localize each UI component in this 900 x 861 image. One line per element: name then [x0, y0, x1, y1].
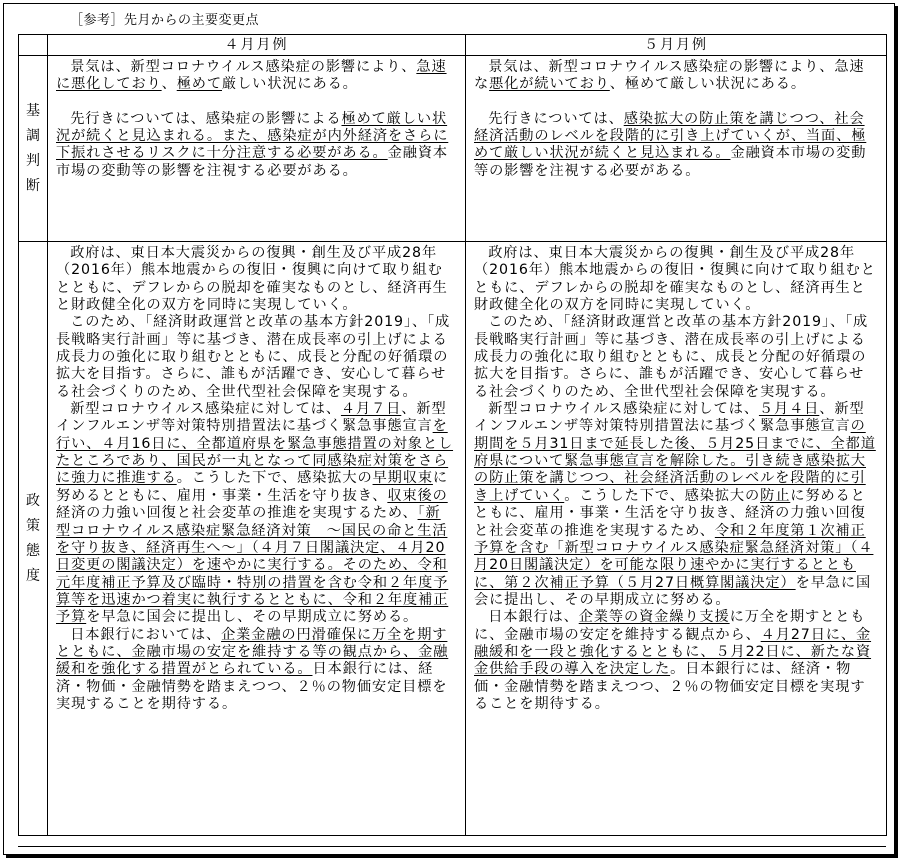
may-kicho-cell	[466, 56, 887, 242]
text-segment: 新型コロナウイルス感染症に対しては、	[70, 401, 341, 418]
comparison-table	[18, 34, 887, 836]
text-segment: 。こうした下で、感染拡大の	[564, 487, 761, 504]
text-segment: 、極めて厳しい状況にある。	[609, 76, 806, 93]
changed-text: ５月４日	[758, 401, 820, 418]
text-segment: 、	[161, 76, 177, 93]
row-kicho	[19, 56, 887, 242]
may-seisaku-p4	[474, 609, 876, 713]
text-segment: 日本銀行には、経済・物価・金融情勢を踏まえつつ、２％の物価安定目標を実現することを期待する。	[56, 661, 448, 712]
text-segment: 金融資本市場の変動等の影響を注視する必要がある。	[56, 145, 449, 179]
bottom-rule	[18, 846, 886, 850]
may-seisaku-p1	[474, 245, 876, 314]
text-segment: 。日本銀行には、経済・物価・金融情勢を踏まえつつ、２％の物価安定目標を実現することを期待する。	[474, 661, 866, 712]
text-segment: 景気は、新型コロナウイルス感染症の影響により、急速な	[474, 59, 865, 93]
text-segment: を早急に国会に提出し、その早期成立に努める。	[86, 609, 419, 626]
text-segment: このため、「経済財政運営と改革の基本方針2019」、「成長戦略実行計画」等に基づき、潜在成長率の引上げによる成長力の強化に取り組むとともに、成長と分配の好循環の拡大を目指す。さらに、誰もが活躍でき、安心して暮らせる社会づくりのため、全世代型社会保障を実現する。	[474, 314, 869, 400]
changed-text: ４月７日	[340, 401, 402, 418]
changed-text: 急速に悪化しており	[56, 59, 447, 93]
text-segment: 厳しい状況にある。	[221, 76, 358, 93]
text-segment: 。こうした下で、感染拡大の	[176, 470, 373, 487]
row-label-kicho-text: 基 調 判 断	[26, 102, 40, 194]
corner-cell	[19, 35, 48, 56]
text-segment: に努めるとともに、雇用・事業・生活を守り抜き、	[56, 470, 449, 504]
text-segment: に努めるとともに、雇用・事業・生活を守り抜き、経済の力強い回復と社会変革の推進を実現するため、	[474, 487, 866, 539]
april-kicho-cell	[48, 56, 466, 242]
may-seisaku-p2	[474, 314, 876, 401]
changed-text: を行い、４月16日に、全都道府県を緊急事態措置の対象としたところであり、国民が一丸となって同感染症対策をさらに強力に推進する	[56, 418, 454, 487]
april-seisaku-p4	[56, 627, 455, 714]
header-may: ５月月例	[466, 35, 887, 56]
row-label-seisaku-text: 政 策 態 度	[26, 492, 40, 584]
text-segment: 新型コロナウイルス感染症に対しては、	[488, 401, 759, 418]
changed-text: 収束後の	[387, 487, 448, 504]
april-seisaku-p2	[56, 314, 455, 401]
text-segment: 政府は、東日本大震災からの復興・創生及び平成28年（2016年）熊本地震からの復旧・復興に向けて取り組むとともに、デフレからの脱却を確実なものとし、経済再生と財政健全化の双方を同時に実現していく。	[474, 245, 876, 314]
changed-text: 悪化が続いており	[489, 76, 610, 93]
changed-text: 極めて	[176, 76, 222, 93]
text-segment: 、新型インフルエンザ等対策特別措置法に基づく緊急事態宣言	[474, 401, 865, 435]
changed-text: 「新型コロナウイルス感染症緊急経済対策 ～国民の命と生活を守り抜き、経済再生へ～」（４月７日閣議決定、４月20日変更の閣議決定）を速やかに実行する。そのため、令和元年度補正予算及び臨時・特別の措置を含む令和２年度予算等を迅速かつ着実に執行するとともに、令和２年度補正予算	[56, 505, 449, 626]
text-segment: 日本銀行は、	[488, 609, 579, 626]
april-seisaku-p3	[56, 401, 455, 626]
april-kicho-p2	[56, 111, 455, 180]
changed-text: 企業金融の円滑確保に万全を期すとともに、金融市場の安定を維持する等の観点から、金融緩和を強化する措置がとられている。	[56, 626, 449, 678]
reference-note: ［参考］先月からの主要変更点	[70, 13, 260, 28]
text-segment: 先行きについては、感染症の影響による	[70, 110, 342, 127]
text-segment: このため、「経済財政運営と改革の基本方針2019」、「成長戦略実行計画」等に基づき、潜在成長率の引上げによる成長力の強化に取り組むとともに、成長と分配の好循環の拡大を目指す。さらに、誰もが活躍でき、安心して暮らせる社会づくりのため、全世代型社会保障を実現する。	[56, 314, 451, 400]
april-seisaku-p1	[56, 245, 455, 314]
changed-text: 極めて厳しい状況が続くと見込まれる。また、感染症が内外経済をさらに下振れさせるリスクに十分注意する必要がある。	[56, 110, 449, 162]
row-label-seisaku	[19, 242, 48, 836]
row-seisaku	[19, 242, 887, 836]
text-segment: 景気は、新型コロナウイルス感染症の影響により、	[70, 59, 417, 75]
may-seisaku-p3	[474, 401, 876, 609]
header-april: ４月月例	[48, 35, 466, 56]
text-segment: 経済の力強い回復と社会変革の推進を実現するため、	[56, 505, 418, 522]
changed-text: ４月27日に、金融緩和を一段と強化するとともに、５月22日に、新たな資金供給手段の導入を決定した	[474, 626, 872, 678]
changed-text: 防止	[760, 487, 791, 504]
april-seisaku-cell	[48, 242, 466, 836]
text-segment: に万全を期すとともに、金融市場の安定を維持する観点から、	[474, 609, 866, 643]
text-segment: 先行きについては、	[488, 110, 624, 127]
may-kicho-p2	[474, 111, 876, 180]
changed-text: 令和２年度第１次補正予算を含む「新型コロナウイルス感染症緊急経済対策」（４月20日閣議決定）を可能な限り速やかに実行するとともに、第２次補正予算（５月27日概算閣議決定）	[474, 522, 874, 591]
text-segment: を早急に国会に提出し、その早期成立に努める。	[474, 574, 872, 608]
row-label-kicho	[19, 56, 48, 242]
text-segment: 、新型インフルエンザ等対策特別措置法に基づく緊急事態宣言	[56, 401, 447, 435]
changed-text: 企業等の資金繰り支援	[578, 609, 730, 626]
header-row	[19, 35, 887, 56]
changed-text: の期間を５月31日まで延長した後、５月25日までに、全都道府県について緊急事態宣言を解除した。引き続き感染拡大の防止策を講じつつ、社会経済活動のレベルを段階的に引き上げていく	[474, 418, 876, 504]
april-kicho-p1	[56, 59, 455, 94]
changed-text: 早期収束	[372, 470, 433, 487]
text-segment: 政府は、東日本大震災からの復興・創生及び平成28年（2016年）熊本地震からの復旧・復興に向けて取り組むとともに、デフレからの脱却を確実なものとし、経済再生と財政健全化の双方を同時に実現していく。	[56, 245, 448, 314]
text-segment: 金融資本市場の変動等の影響を注視する必要がある。	[474, 145, 867, 179]
text-segment: 日本銀行においては、	[70, 626, 222, 643]
may-seisaku-cell	[466, 242, 887, 836]
may-kicho-p1	[474, 59, 876, 94]
changed-text: 感染拡大の防止策を講じつつ、社会経済活動のレベルを段階的に引き上げていくが、当面、極めて厳しい状況が続くと見込まれる。	[474, 110, 867, 162]
